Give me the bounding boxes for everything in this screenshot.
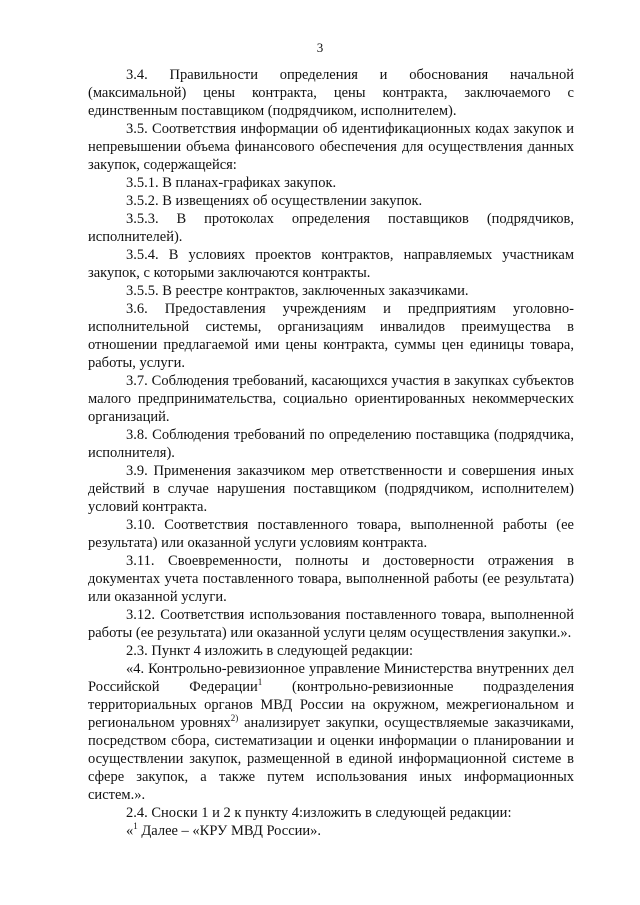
- footnote-1-body: Далее – «КРУ МВД России».: [137, 823, 322, 839]
- clause-4-text-part3: анализирует закупки, осуществляемые заказчиками, посредством сбора, систематизации и оценки информации о планировании и осуществлении закупок, размещенной в единой информационной системе в сфере закупок, а также путем использования иных информационных систем.».: [88, 715, 574, 803]
- paragraph-3-5: 3.5. Соответствия информации об идентификационных кодах закупок и непревышении объема финансового обеспечения для осуществления данных закупок, содержащейся:: [88, 121, 574, 173]
- paragraph-3-9: 3.9. Применения заказчиком мер ответственности и совершения иных действий в случае нарушения поставщиком (подрядчиком, исполнителем) условий контракта.: [88, 463, 574, 515]
- footnote-1-open-quote: «: [126, 823, 134, 839]
- footnote-1-text: [88, 822, 574, 840]
- paragraph-clause-4: [88, 660, 574, 804]
- paragraph-3-8: 3.8. Соблюдения требований по определению поставщика (подрядчика, исполнителя).: [88, 427, 574, 461]
- paragraph-3-5-5: 3.5.5. В реестре контрактов, заключенных заказчиками.: [126, 283, 469, 299]
- paragraph-3-6: 3.6. Предоставления учреждениям и предприятиям уголовно-исполнительной системы, организациям инвалидов преимущества в отношении предлагаемой ими цены контракта, суммы цен единицы товара, работы, услуги.: [88, 301, 574, 371]
- paragraph-3-4: 3.4. Правильности определения и обоснования начальной (максимальной) цены контракта, цены контракта, заключаемого с единственным поставщиком (подрядчиком, исполнителем).: [88, 67, 574, 119]
- footnote-ref-1: 1: [257, 677, 263, 687]
- paragraph-3-7: 3.7. Соблюдения требований, касающихся участия в закупках субъектов малого предпринимательства, социально ориентированных некоммерческих организаций.: [88, 373, 574, 425]
- paragraph-3-5-3: 3.5.3. В протоколах определения поставщиков (подрядчиков, исполнителей).: [88, 211, 574, 245]
- clause-4-text-part2: (контрольно-ревизионные подразделения территориальных органов МВД России на окружном, межрегиональном и региональном уровнях: [88, 679, 574, 731]
- footnote-ref-2: 2): [230, 713, 239, 723]
- paragraph-3-11: 3.11. Своевременности, полноты и достоверности отражения в документах учета поставленного товара, выполненной работы (ее результата) или оказанной услуги.: [88, 553, 574, 605]
- document-body: [88, 66, 574, 840]
- paragraph-3-10: 3.10. Соответствия поставленного товара, выполненной работы (ее результата) или оказанной услуги условиям контракта.: [88, 517, 574, 551]
- paragraph-3-5-4: 3.5.4. В условиях проектов контрактов, направляемых участникам закупок, с которыми заключаются контракты.: [88, 247, 574, 281]
- paragraph-2-3: 2.3. Пункт 4 изложить в следующей редакции:: [126, 643, 414, 659]
- page-number: 3: [316, 40, 324, 55]
- footnote-1-marker: 1: [133, 821, 138, 831]
- paragraph-3-5-2: 3.5.2. В извещениях об осуществлении закупок.: [126, 193, 423, 209]
- paragraph-3-12: 3.12. Соответствия использования поставленного товара, выполненной работы (ее результата) или оказанной услуги целям осуществления закупки.».: [88, 607, 574, 641]
- paragraph-3-5-1: 3.5.1. В планах-графиках закупок.: [126, 175, 337, 191]
- paragraph-2-4: 2.4. Сноски 1 и 2 к пункту 4:изложить в следующей редакции:: [126, 805, 512, 821]
- clause-4-text-part1: «4. Контрольно-ревизионное управление Министерства внутренних дел Российской Федерации: [88, 661, 574, 695]
